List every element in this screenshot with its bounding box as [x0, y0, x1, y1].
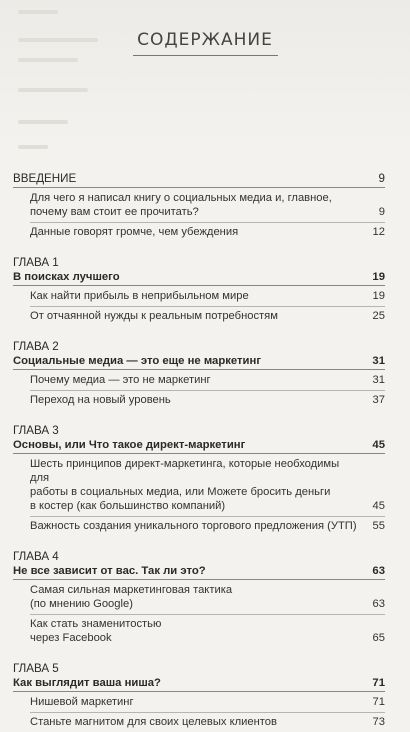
ghost-line: [18, 145, 48, 149]
toc-entry[interactable]: [13, 617, 385, 645]
toc-entry[interactable]: [13, 393, 385, 407]
section-rule: [13, 691, 385, 692]
intro-title: ВВЕДЕНИЕ: [13, 172, 77, 185]
chapter-title-row[interactable]: [13, 270, 385, 284]
facing-page-bleed: [0, 0, 410, 150]
entry-title: Переход на новый уровень: [30, 394, 171, 406]
chapter-page: 19: [372, 271, 385, 283]
entry-title: Самая сильная маркетинговая тактика (по мнению Google): [30, 584, 233, 610]
toc-entry[interactable]: [13, 373, 385, 387]
entry-page: 63: [372, 598, 385, 610]
entry-divider: [30, 306, 385, 307]
chapter-title: В поисках лучшего: [13, 271, 120, 283]
entry-page: 55: [372, 520, 385, 532]
chapter-title-row[interactable]: [13, 354, 385, 368]
table-of-contents: [13, 172, 385, 732]
chapter-page: 71: [372, 677, 385, 689]
chapter-title: Социальные медиа — это еще не маркетинг: [13, 355, 262, 367]
chapter-title-row[interactable]: [13, 676, 385, 690]
chapter-page: 31: [372, 355, 385, 367]
entry-page: 73: [372, 716, 385, 728]
section-rule: [13, 369, 385, 370]
entry-divider: [30, 390, 385, 391]
chapter-title-row[interactable]: [13, 438, 385, 452]
section-rule: [13, 453, 385, 454]
toc-entry[interactable]: [13, 715, 385, 729]
entry-title: Важность создания уникального торгового предложения (УТП): [30, 520, 357, 532]
toc-entry[interactable]: [13, 457, 385, 513]
entry-page: 12: [372, 226, 385, 238]
chapter-title: Не все зависит от вас. Так ли это?: [13, 565, 206, 577]
chapter-title-row[interactable]: [13, 564, 385, 578]
entry-title: Нишевой маркетинг: [30, 696, 134, 708]
entry-page: 9: [378, 206, 385, 218]
title-underline: [133, 55, 278, 56]
entry-page: 31: [372, 374, 385, 386]
entry-page: 45: [372, 500, 385, 512]
ghost-line: [18, 10, 58, 14]
toc-entry[interactable]: [13, 309, 385, 323]
ghost-line: [18, 88, 88, 92]
entry-title: Шесть принципов директ-маркетинга, которые необходимы для работы в социальных медиа, или Можете бросить деньги в костер (как большинство компаний): [30, 458, 340, 512]
chapter-title: Как выглядит ваша ниша?: [13, 677, 161, 689]
chapter-label: ГЛАВА 3: [13, 424, 59, 437]
toc-entry[interactable]: [13, 191, 385, 219]
toc-entry[interactable]: [13, 695, 385, 709]
toc-entry[interactable]: [13, 289, 385, 303]
section-rule: [13, 579, 385, 580]
chapter-label: ГЛАВА 5: [13, 662, 59, 675]
entry-title: Как найти прибыль в неприбыльном мире: [30, 290, 249, 302]
entry-page: 25: [372, 310, 385, 322]
entry-title: Как стать знаменитостью через Facebook: [30, 618, 162, 644]
entry-divider: [30, 222, 385, 223]
chapter-label: ГЛАВА 4: [13, 550, 59, 563]
toc-entry[interactable]: [13, 519, 385, 533]
entry-page: 37: [372, 394, 385, 406]
entry-title: От отчаянной нужды к реальным потребностям: [30, 310, 278, 322]
toc-entry[interactable]: [13, 583, 385, 611]
section-rule: [13, 187, 385, 188]
chapter-label: ГЛАВА 1: [13, 256, 59, 269]
entry-page: 19: [372, 290, 385, 302]
entry-divider: [30, 712, 385, 713]
ghost-line: [18, 120, 68, 124]
toc-intro-row[interactable]: [13, 172, 385, 186]
chapter-page: 45: [372, 439, 385, 451]
entry-divider: [30, 614, 385, 615]
page-title: СОДЕРЖАНИЕ: [137, 30, 273, 50]
section-rule: [13, 285, 385, 286]
entry-page: 71: [372, 696, 385, 708]
entry-divider: [30, 516, 385, 517]
chapter-label: ГЛАВА 2: [13, 340, 59, 353]
intro-page: 9: [378, 172, 385, 185]
entry-title: Почему медиа — это не маркетинг: [30, 374, 211, 386]
ghost-line: [18, 58, 78, 62]
entry-title: Станьте магнитом для своих целевых клиентов: [30, 716, 277, 728]
entry-page: 65: [372, 632, 385, 644]
chapter-title: Основы, или Что такое директ-маркетинг: [13, 439, 246, 451]
entry-title: Данные говорят громче, чем убеждения: [30, 226, 239, 238]
chapter-page: 63: [372, 565, 385, 577]
toc-entry[interactable]: [13, 225, 385, 239]
entry-title: Для чего я написал книгу о социальных медиа и, главное, почему вам стоит ее прочитать?: [30, 192, 332, 218]
